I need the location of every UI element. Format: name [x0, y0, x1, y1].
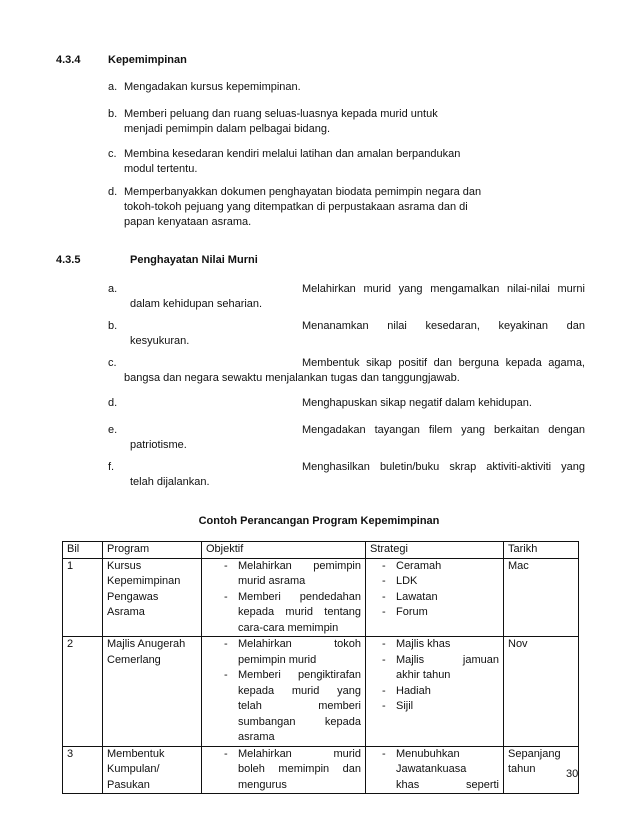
cell-strategi [366, 558, 504, 637]
cell-line: Majlis Anugerah [107, 638, 186, 650]
header-strategi: Strategi [366, 542, 504, 559]
cell-program [103, 637, 202, 747]
cell-strategi [366, 637, 504, 747]
program-table [62, 541, 579, 794]
header-program: Program [103, 542, 202, 559]
item-letter: d. [108, 186, 118, 198]
cell-tarikh [504, 558, 579, 637]
section-number-434: 4.3.4 [56, 54, 81, 66]
strategy-item [380, 747, 499, 794]
item-text: Mengadakan kursus kepemimpinan. [124, 81, 301, 93]
cell-bil: 1 [63, 558, 103, 637]
header-bil: Bil [63, 542, 103, 559]
strategy-item [380, 684, 499, 700]
item-letter: d. [108, 397, 118, 409]
cell-line: - Melahirkan pemimpin [238, 559, 361, 572]
cell-line: Kursus [107, 559, 142, 572]
cell-line: - Forum [396, 606, 428, 618]
page-number: 30 [566, 768, 579, 780]
cell-tarikh [504, 637, 579, 747]
cell-line: Pengawas [107, 590, 159, 603]
item-text: kesyukuran. [130, 335, 190, 347]
table-row [63, 558, 579, 637]
item-letter: f. [108, 461, 115, 473]
item-text: Mengadakan tayangan filem yang berkaitan dengan [302, 424, 585, 436]
cell-objektif [202, 637, 366, 747]
header-tarikh: Tarikh [504, 542, 579, 559]
cell-line: sumbangan kepada [238, 715, 361, 728]
cell-line: asrama [238, 731, 275, 743]
cell-line: Kepemimpinan [107, 575, 181, 587]
cell-line: Sepanjang [508, 747, 561, 760]
item-text: menjadi pemimpin dalam pelbagai bidang. [124, 123, 331, 135]
cell-line: - Hadiah [396, 684, 431, 697]
cell-line: - Majlis khas [396, 638, 451, 650]
cell-line: - Memberi pendedahan [238, 590, 361, 603]
cell-line: Cemerlang [107, 653, 161, 666]
item-text: Menghasilkan buletin/buku skrap aktiviti-aktiviti yang [302, 461, 585, 473]
table-row [63, 746, 579, 794]
cell-line: Pasukan [107, 778, 150, 791]
item-text: dalam kehidupan seharian. [130, 298, 263, 310]
table-header-row [63, 542, 579, 559]
item-text: Melahirkan murid yang mengamalkan nilai-nilai murni [302, 283, 585, 295]
cell-line: - Majlis jamuan [396, 653, 499, 666]
item-text: Membina kesedaran kendiri melalui latihan dan amalan berpandukan [124, 148, 461, 160]
objective-item [222, 747, 361, 794]
cell-line: - Lawatan [396, 590, 438, 603]
strategy-item [380, 605, 499, 621]
item-text: bangsa dan negara sewaktu menjalankan tugas dan tanggungjawab. [124, 372, 460, 384]
cell-line: Jawatankuasa [396, 763, 467, 775]
strategy-item [380, 637, 499, 653]
item-letter: a. [108, 81, 118, 93]
cell-line: - Ceramah [396, 559, 442, 572]
cell-line: murid asrama [238, 575, 306, 587]
cell-line: pemimpin murid [238, 653, 317, 666]
objective-item [222, 637, 361, 668]
cell-line: - LDK [396, 575, 418, 587]
cell-line: mengurus [238, 778, 287, 791]
strategy-item [380, 574, 499, 590]
item-letter: c. [108, 148, 117, 160]
strategy-item [380, 559, 499, 575]
item-letter: b. [108, 320, 118, 332]
item-text: modul tertentu. [124, 163, 198, 175]
item-letter: a. [108, 283, 118, 295]
strategy-item [380, 590, 499, 606]
cell-line: khas seperti [396, 778, 499, 791]
item-text: tokoh-tokoh pejuang yang ditempatkan di perpustakaan asrama dan di [124, 201, 468, 213]
cell-objektif [202, 746, 366, 794]
strategy-item [380, 699, 499, 715]
item-text: papan kenyataan asrama. [124, 216, 252, 228]
cell-line: - Sijil [396, 700, 414, 712]
item-text: Memperbanyakkan dokumen penghayatan biodata pemimpin negara dan [124, 186, 482, 198]
cell-line: Mac [508, 559, 529, 572]
objective-item [222, 559, 361, 590]
item-text: Menghapuskan sikap negatif dalam kehidupan. [302, 397, 532, 409]
cell-line: - Memberi pengiktirafan [238, 669, 361, 681]
cell-program [103, 558, 202, 637]
cell-line: Membentuk [107, 747, 165, 760]
item-text: Memberi peluang dan ruang seluas-luasnya kepada murid untuk [124, 108, 438, 120]
cell-strategi [366, 746, 504, 794]
cell-objektif [202, 558, 366, 637]
table-title: Contoh Perancangan Program Kepemimpinan [198, 515, 440, 527]
cell-line: - Menubuhkan [396, 747, 460, 760]
item-text: Menanamkan nilai kesedaran, keyakinan dan [302, 320, 585, 332]
strategy-item [380, 653, 499, 684]
cell-line: kepada murid yang [238, 684, 361, 697]
cell-line: telah memberi [238, 700, 361, 712]
item-text: telah dijalankan. [130, 476, 210, 488]
cell-program [103, 746, 202, 794]
cell-line: Nov [508, 638, 528, 650]
cell-line: Asrama [107, 606, 145, 618]
objective-item [222, 668, 361, 746]
header-objektif: Objektif [202, 542, 366, 559]
cell-line: kepada murid tentang [238, 606, 361, 618]
cell-line: Kumpulan/ [107, 763, 160, 775]
cell-line: - Melahirkan tokoh [238, 638, 361, 650]
cell-line: - Melahirkan murid [238, 747, 361, 760]
item-letter: b. [108, 108, 118, 120]
item-text: patriotisme. [130, 439, 187, 451]
section-title-nilai-murni: Penghayatan Nilai Murni [130, 254, 258, 266]
cell-bil: 3 [63, 746, 103, 794]
section-title-kepemimpinan: Kepemimpinan [108, 54, 187, 66]
cell-line: boleh memimpin dan [238, 763, 361, 775]
item-letter: e. [108, 424, 118, 436]
item-text: Membentuk sikap positif dan berguna kepada agama, [302, 357, 585, 369]
table-row [63, 637, 579, 747]
cell-bil: 2 [63, 637, 103, 747]
cell-line: akhir tahun [396, 669, 451, 681]
cell-line: tahun [508, 763, 536, 775]
item-letter: c. [108, 357, 117, 369]
objective-item [222, 590, 361, 637]
cell-line: cara-cara memimpin [238, 621, 339, 634]
section-number-435: 4.3.5 [56, 254, 81, 266]
